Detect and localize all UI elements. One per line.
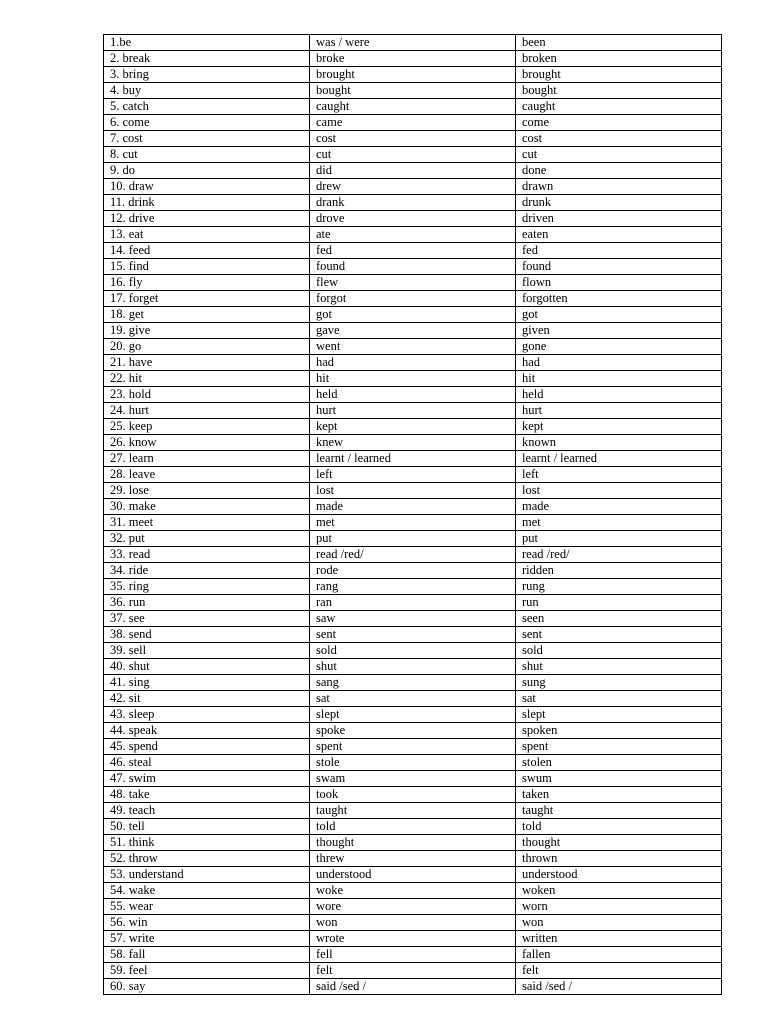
base-form-cell: 41. sing (104, 675, 310, 691)
past-participle-cell: learnt / learned (516, 451, 722, 467)
table-row (104, 931, 722, 947)
past-simple-cell: caught (310, 99, 516, 115)
past-participle-cell: bought (516, 83, 722, 99)
base-form-cell: 11. drink (104, 195, 310, 211)
past-simple-cell: woke (310, 883, 516, 899)
past-participle-cell: spent (516, 739, 722, 755)
table-row (104, 947, 722, 963)
past-participle-cell: got (516, 307, 722, 323)
base-form-cell: 44. speak (104, 723, 310, 739)
table-row (104, 851, 722, 867)
base-form-cell: 6. come (104, 115, 310, 131)
base-form-cell: 37. see (104, 611, 310, 627)
past-simple-cell: told (310, 819, 516, 835)
past-simple-cell: went (310, 339, 516, 355)
past-participle-cell: swum (516, 771, 722, 787)
table-row (104, 115, 722, 131)
past-simple-cell: kept (310, 419, 516, 435)
past-participle-cell: won (516, 915, 722, 931)
verb-table-body (104, 35, 722, 995)
past-participle-cell: given (516, 323, 722, 339)
base-form-cell: 56. win (104, 915, 310, 931)
past-simple-cell: spoke (310, 723, 516, 739)
base-form-cell: 7. cost (104, 131, 310, 147)
past-simple-cell: came (310, 115, 516, 131)
table-row (104, 611, 722, 627)
base-form-cell: 40. shut (104, 659, 310, 675)
past-participle-cell: hit (516, 371, 722, 387)
past-simple-cell: cost (310, 131, 516, 147)
past-simple-cell: learnt / learned (310, 451, 516, 467)
base-form-cell: 35. ring (104, 579, 310, 595)
past-participle-cell: forgotten (516, 291, 722, 307)
past-simple-cell: fell (310, 947, 516, 963)
table-row (104, 899, 722, 915)
base-form-cell: 13. eat (104, 227, 310, 243)
base-form-cell: 48. take (104, 787, 310, 803)
base-form-cell: 18. get (104, 307, 310, 323)
past-simple-cell: broke (310, 51, 516, 67)
base-form-cell: 15. find (104, 259, 310, 275)
base-form-cell: 47. swim (104, 771, 310, 787)
past-participle-cell: kept (516, 419, 722, 435)
base-form-cell: 3. bring (104, 67, 310, 83)
base-form-cell: 19. give (104, 323, 310, 339)
table-row (104, 771, 722, 787)
past-participle-cell: fed (516, 243, 722, 259)
table-row (104, 915, 722, 931)
table-row (104, 131, 722, 147)
table-row (104, 867, 722, 883)
past-participle-cell: held (516, 387, 722, 403)
base-form-cell: 53. understand (104, 867, 310, 883)
table-row (104, 243, 722, 259)
past-participle-cell: thrown (516, 851, 722, 867)
base-form-cell: 36. run (104, 595, 310, 611)
past-participle-cell: known (516, 435, 722, 451)
table-row (104, 435, 722, 451)
past-participle-cell: slept (516, 707, 722, 723)
past-simple-cell: understood (310, 867, 516, 883)
past-participle-cell: thought (516, 835, 722, 851)
past-simple-cell: wrote (310, 931, 516, 947)
past-simple-cell: bought (310, 83, 516, 99)
table-row (104, 499, 722, 515)
base-form-cell: 28. leave (104, 467, 310, 483)
past-simple-cell: won (310, 915, 516, 931)
table-row (104, 259, 722, 275)
past-simple-cell: sang (310, 675, 516, 691)
past-participle-cell: worn (516, 899, 722, 915)
table-row (104, 723, 722, 739)
table-row (104, 627, 722, 643)
base-form-cell: 60. say (104, 979, 310, 995)
table-row (104, 163, 722, 179)
past-simple-cell: taught (310, 803, 516, 819)
past-simple-cell: wore (310, 899, 516, 915)
past-simple-cell: knew (310, 435, 516, 451)
past-simple-cell: did (310, 163, 516, 179)
past-simple-cell: lost (310, 483, 516, 499)
table-row (104, 403, 722, 419)
base-form-cell: 38. send (104, 627, 310, 643)
past-simple-cell: left (310, 467, 516, 483)
past-participle-cell: lost (516, 483, 722, 499)
past-simple-cell: sent (310, 627, 516, 643)
table-row (104, 515, 722, 531)
base-form-cell: 57. write (104, 931, 310, 947)
table-row (104, 451, 722, 467)
table-row (104, 211, 722, 227)
past-participle-cell: had (516, 355, 722, 371)
past-participle-cell: spoken (516, 723, 722, 739)
base-form-cell: 23. hold (104, 387, 310, 403)
base-form-cell: 25. keep (104, 419, 310, 435)
past-participle-cell: sent (516, 627, 722, 643)
base-form-cell: 20. go (104, 339, 310, 355)
past-participle-cell: sold (516, 643, 722, 659)
past-simple-cell: forgot (310, 291, 516, 307)
past-simple-cell: drank (310, 195, 516, 211)
base-form-cell: 54. wake (104, 883, 310, 899)
past-participle-cell: done (516, 163, 722, 179)
past-simple-cell: rode (310, 563, 516, 579)
past-simple-cell: held (310, 387, 516, 403)
past-simple-cell: gave (310, 323, 516, 339)
past-participle-cell: drunk (516, 195, 722, 211)
base-form-cell: 12. drive (104, 211, 310, 227)
table-row (104, 803, 722, 819)
base-form-cell: 49. teach (104, 803, 310, 819)
table-row (104, 883, 722, 899)
base-form-cell: 55. wear (104, 899, 310, 915)
past-participle-cell: told (516, 819, 722, 835)
base-form-cell: 16. fly (104, 275, 310, 291)
base-form-cell: 31. meet (104, 515, 310, 531)
table-row (104, 323, 722, 339)
past-simple-cell: rang (310, 579, 516, 595)
base-form-cell: 45. spend (104, 739, 310, 755)
past-participle-cell: eaten (516, 227, 722, 243)
past-simple-cell: slept (310, 707, 516, 723)
table-row (104, 739, 722, 755)
base-form-cell: 30. make (104, 499, 310, 515)
table-row (104, 355, 722, 371)
table-row (104, 179, 722, 195)
past-participle-cell: sat (516, 691, 722, 707)
base-form-cell: 17. forget (104, 291, 310, 307)
base-form-cell: 34. ride (104, 563, 310, 579)
table-row (104, 35, 722, 51)
table-row (104, 547, 722, 563)
base-form-cell: 22. hit (104, 371, 310, 387)
past-simple-cell: met (310, 515, 516, 531)
past-participle-cell: stolen (516, 755, 722, 771)
table-row (104, 963, 722, 979)
past-simple-cell: found (310, 259, 516, 275)
past-participle-cell: caught (516, 99, 722, 115)
past-participle-cell: met (516, 515, 722, 531)
table-row (104, 755, 722, 771)
past-participle-cell: felt (516, 963, 722, 979)
past-participle-cell: put (516, 531, 722, 547)
table-row (104, 675, 722, 691)
past-participle-cell: cost (516, 131, 722, 147)
base-form-cell: 8. cut (104, 147, 310, 163)
past-simple-cell: drove (310, 211, 516, 227)
past-participle-cell: driven (516, 211, 722, 227)
table-row (104, 67, 722, 83)
base-form-cell: 10. draw (104, 179, 310, 195)
base-form-cell: 2. break (104, 51, 310, 67)
table-row (104, 147, 722, 163)
table-row (104, 819, 722, 835)
past-simple-cell: had (310, 355, 516, 371)
table-row (104, 307, 722, 323)
past-participle-cell: said /sed / (516, 979, 722, 995)
past-participle-cell: shut (516, 659, 722, 675)
past-simple-cell: said /sed / (310, 979, 516, 995)
table-row (104, 643, 722, 659)
past-simple-cell: cut (310, 147, 516, 163)
past-participle-cell: woken (516, 883, 722, 899)
table-row (104, 787, 722, 803)
past-participle-cell: been (516, 35, 722, 51)
past-participle-cell: drawn (516, 179, 722, 195)
past-participle-cell: written (516, 931, 722, 947)
past-participle-cell: gone (516, 339, 722, 355)
past-participle-cell: cut (516, 147, 722, 163)
past-simple-cell: sat (310, 691, 516, 707)
past-simple-cell: hit (310, 371, 516, 387)
base-form-cell: 5. catch (104, 99, 310, 115)
table-row (104, 371, 722, 387)
table-row (104, 659, 722, 675)
table-row (104, 835, 722, 851)
past-participle-cell: brought (516, 67, 722, 83)
past-participle-cell: run (516, 595, 722, 611)
past-simple-cell: brought (310, 67, 516, 83)
base-form-cell: 58. fall (104, 947, 310, 963)
base-form-cell: 51. think (104, 835, 310, 851)
past-participle-cell: read /red/ (516, 547, 722, 563)
past-simple-cell: saw (310, 611, 516, 627)
past-simple-cell: drew (310, 179, 516, 195)
past-participle-cell: seen (516, 611, 722, 627)
past-participle-cell: understood (516, 867, 722, 883)
past-simple-cell: spent (310, 739, 516, 755)
past-participle-cell: left (516, 467, 722, 483)
base-form-cell: 33. read (104, 547, 310, 563)
base-form-cell: 21. have (104, 355, 310, 371)
base-form-cell: 29. lose (104, 483, 310, 499)
past-simple-cell: was / were (310, 35, 516, 51)
past-participle-cell: found (516, 259, 722, 275)
table-row (104, 195, 722, 211)
table-row (104, 707, 722, 723)
table-row (104, 467, 722, 483)
base-form-cell: 59. feel (104, 963, 310, 979)
past-simple-cell: took (310, 787, 516, 803)
table-row (104, 275, 722, 291)
past-simple-cell: threw (310, 851, 516, 867)
past-simple-cell: flew (310, 275, 516, 291)
base-form-cell: 4. buy (104, 83, 310, 99)
past-participle-cell: sung (516, 675, 722, 691)
table-row (104, 691, 722, 707)
base-form-cell: 39. sell (104, 643, 310, 659)
base-form-cell: 43. sleep (104, 707, 310, 723)
irregular-verbs-table (103, 34, 722, 995)
past-participle-cell: ridden (516, 563, 722, 579)
table-row (104, 579, 722, 595)
base-form-cell: 52. throw (104, 851, 310, 867)
table-row (104, 979, 722, 995)
table-row (104, 339, 722, 355)
base-form-cell: 50. tell (104, 819, 310, 835)
table-row (104, 83, 722, 99)
table-row (104, 419, 722, 435)
past-participle-cell: come (516, 115, 722, 131)
base-form-cell: 24. hurt (104, 403, 310, 419)
past-simple-cell: shut (310, 659, 516, 675)
past-simple-cell: put (310, 531, 516, 547)
table-row (104, 51, 722, 67)
base-form-cell: 32. put (104, 531, 310, 547)
past-simple-cell: hurt (310, 403, 516, 419)
table-row (104, 99, 722, 115)
base-form-cell: 42. sit (104, 691, 310, 707)
table-row (104, 387, 722, 403)
past-simple-cell: sold (310, 643, 516, 659)
past-participle-cell: taken (516, 787, 722, 803)
past-simple-cell: ate (310, 227, 516, 243)
past-participle-cell: made (516, 499, 722, 515)
past-simple-cell: swam (310, 771, 516, 787)
base-form-cell: 46. steal (104, 755, 310, 771)
table-row (104, 227, 722, 243)
base-form-cell: 27. learn (104, 451, 310, 467)
table-row (104, 595, 722, 611)
base-form-cell: 14. feed (104, 243, 310, 259)
past-simple-cell: thought (310, 835, 516, 851)
past-simple-cell: got (310, 307, 516, 323)
past-participle-cell: broken (516, 51, 722, 67)
past-simple-cell: ran (310, 595, 516, 611)
base-form-cell: 26. know (104, 435, 310, 451)
past-participle-cell: fallen (516, 947, 722, 963)
past-simple-cell: made (310, 499, 516, 515)
past-simple-cell: stole (310, 755, 516, 771)
past-simple-cell: felt (310, 963, 516, 979)
past-simple-cell: read /red/ (310, 547, 516, 563)
table-row (104, 563, 722, 579)
past-participle-cell: taught (516, 803, 722, 819)
base-form-cell: 1.be (104, 35, 310, 51)
base-form-cell: 9. do (104, 163, 310, 179)
past-participle-cell: flown (516, 275, 722, 291)
table-row (104, 531, 722, 547)
table-row (104, 291, 722, 307)
table-row (104, 483, 722, 499)
past-simple-cell: fed (310, 243, 516, 259)
past-participle-cell: hurt (516, 403, 722, 419)
past-participle-cell: rung (516, 579, 722, 595)
